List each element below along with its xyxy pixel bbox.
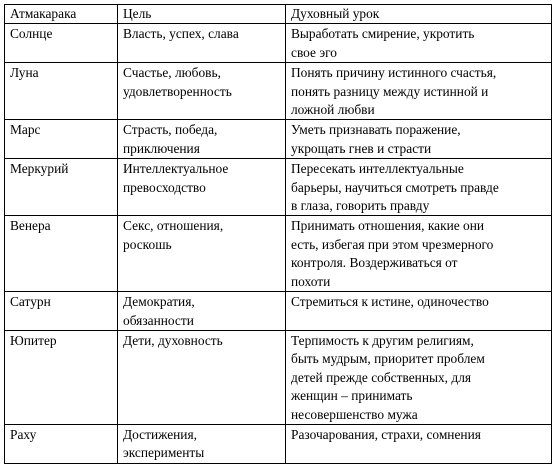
cell-planet: Луна — [5, 63, 118, 120]
cell-lesson: Понять причину истинного счастья, понять разницу между истинной и ложной любви — [286, 63, 552, 120]
cell-goal: Интеллектуальное превосходство — [118, 159, 286, 216]
table-row — [5, 120, 552, 159]
table-row — [5, 24, 552, 63]
cell-goal: Страсть, победа, приключения — [118, 120, 286, 159]
table-row — [5, 424, 552, 463]
cell-lesson: Разочарования, страхи, сомнения — [286, 424, 552, 463]
cell-lesson: Уметь признавать поражение, укрощать гнев и страсти — [286, 120, 552, 159]
cell-goal: Дети, духовность — [118, 330, 286, 424]
cell-planet: Раху — [5, 424, 118, 463]
cell-lesson: Принимать отношения, какие они есть, избегая при этом чрезмерного контроля. Воздерживаться от похоти — [286, 216, 552, 292]
cell-goal: Демократия, обязанности — [118, 292, 286, 331]
header-spiritual-lesson: Духовный урок — [286, 5, 552, 24]
cell-lesson: Выработать смирение, укротить свое эго — [286, 24, 552, 63]
cell-planet: Солнце — [5, 24, 118, 63]
cell-goal: Счастье, любовь, удовлетворенность — [118, 63, 286, 120]
cell-planet: Меркурий — [5, 159, 118, 216]
header-goal: Цель — [118, 5, 286, 24]
table-row — [5, 216, 552, 292]
cell-planet: Венера — [5, 216, 118, 292]
cell-planet: Сатурн — [5, 292, 118, 331]
header-atmakaraka: Атмакарака — [5, 5, 118, 24]
cell-goal: Секс, отношения, роскошь — [118, 216, 286, 292]
table-row — [5, 159, 552, 216]
cell-planet: Юпитер — [5, 330, 118, 424]
cell-goal: Достижения, эксперименты — [118, 424, 286, 463]
cell-goal: Власть, успех, слава — [118, 24, 286, 63]
cell-lesson: Терпимость к другим религиям, быть мудрым, приоритет проблем детей прежде собственных, для женщин – принимать несовершенство мужа — [286, 330, 552, 424]
table-row — [5, 63, 552, 120]
table-row — [5, 292, 552, 331]
cell-lesson: Стремиться к истине, одиночество — [286, 292, 552, 331]
cell-lesson: Пересекать интеллектуальные барьеры, научиться смотреть правде в глаза, говорить правду — [286, 159, 552, 216]
table-row — [5, 330, 552, 424]
table-header-row — [5, 5, 552, 24]
atmakaraka-table — [4, 4, 552, 464]
cell-planet: Марс — [5, 120, 118, 159]
